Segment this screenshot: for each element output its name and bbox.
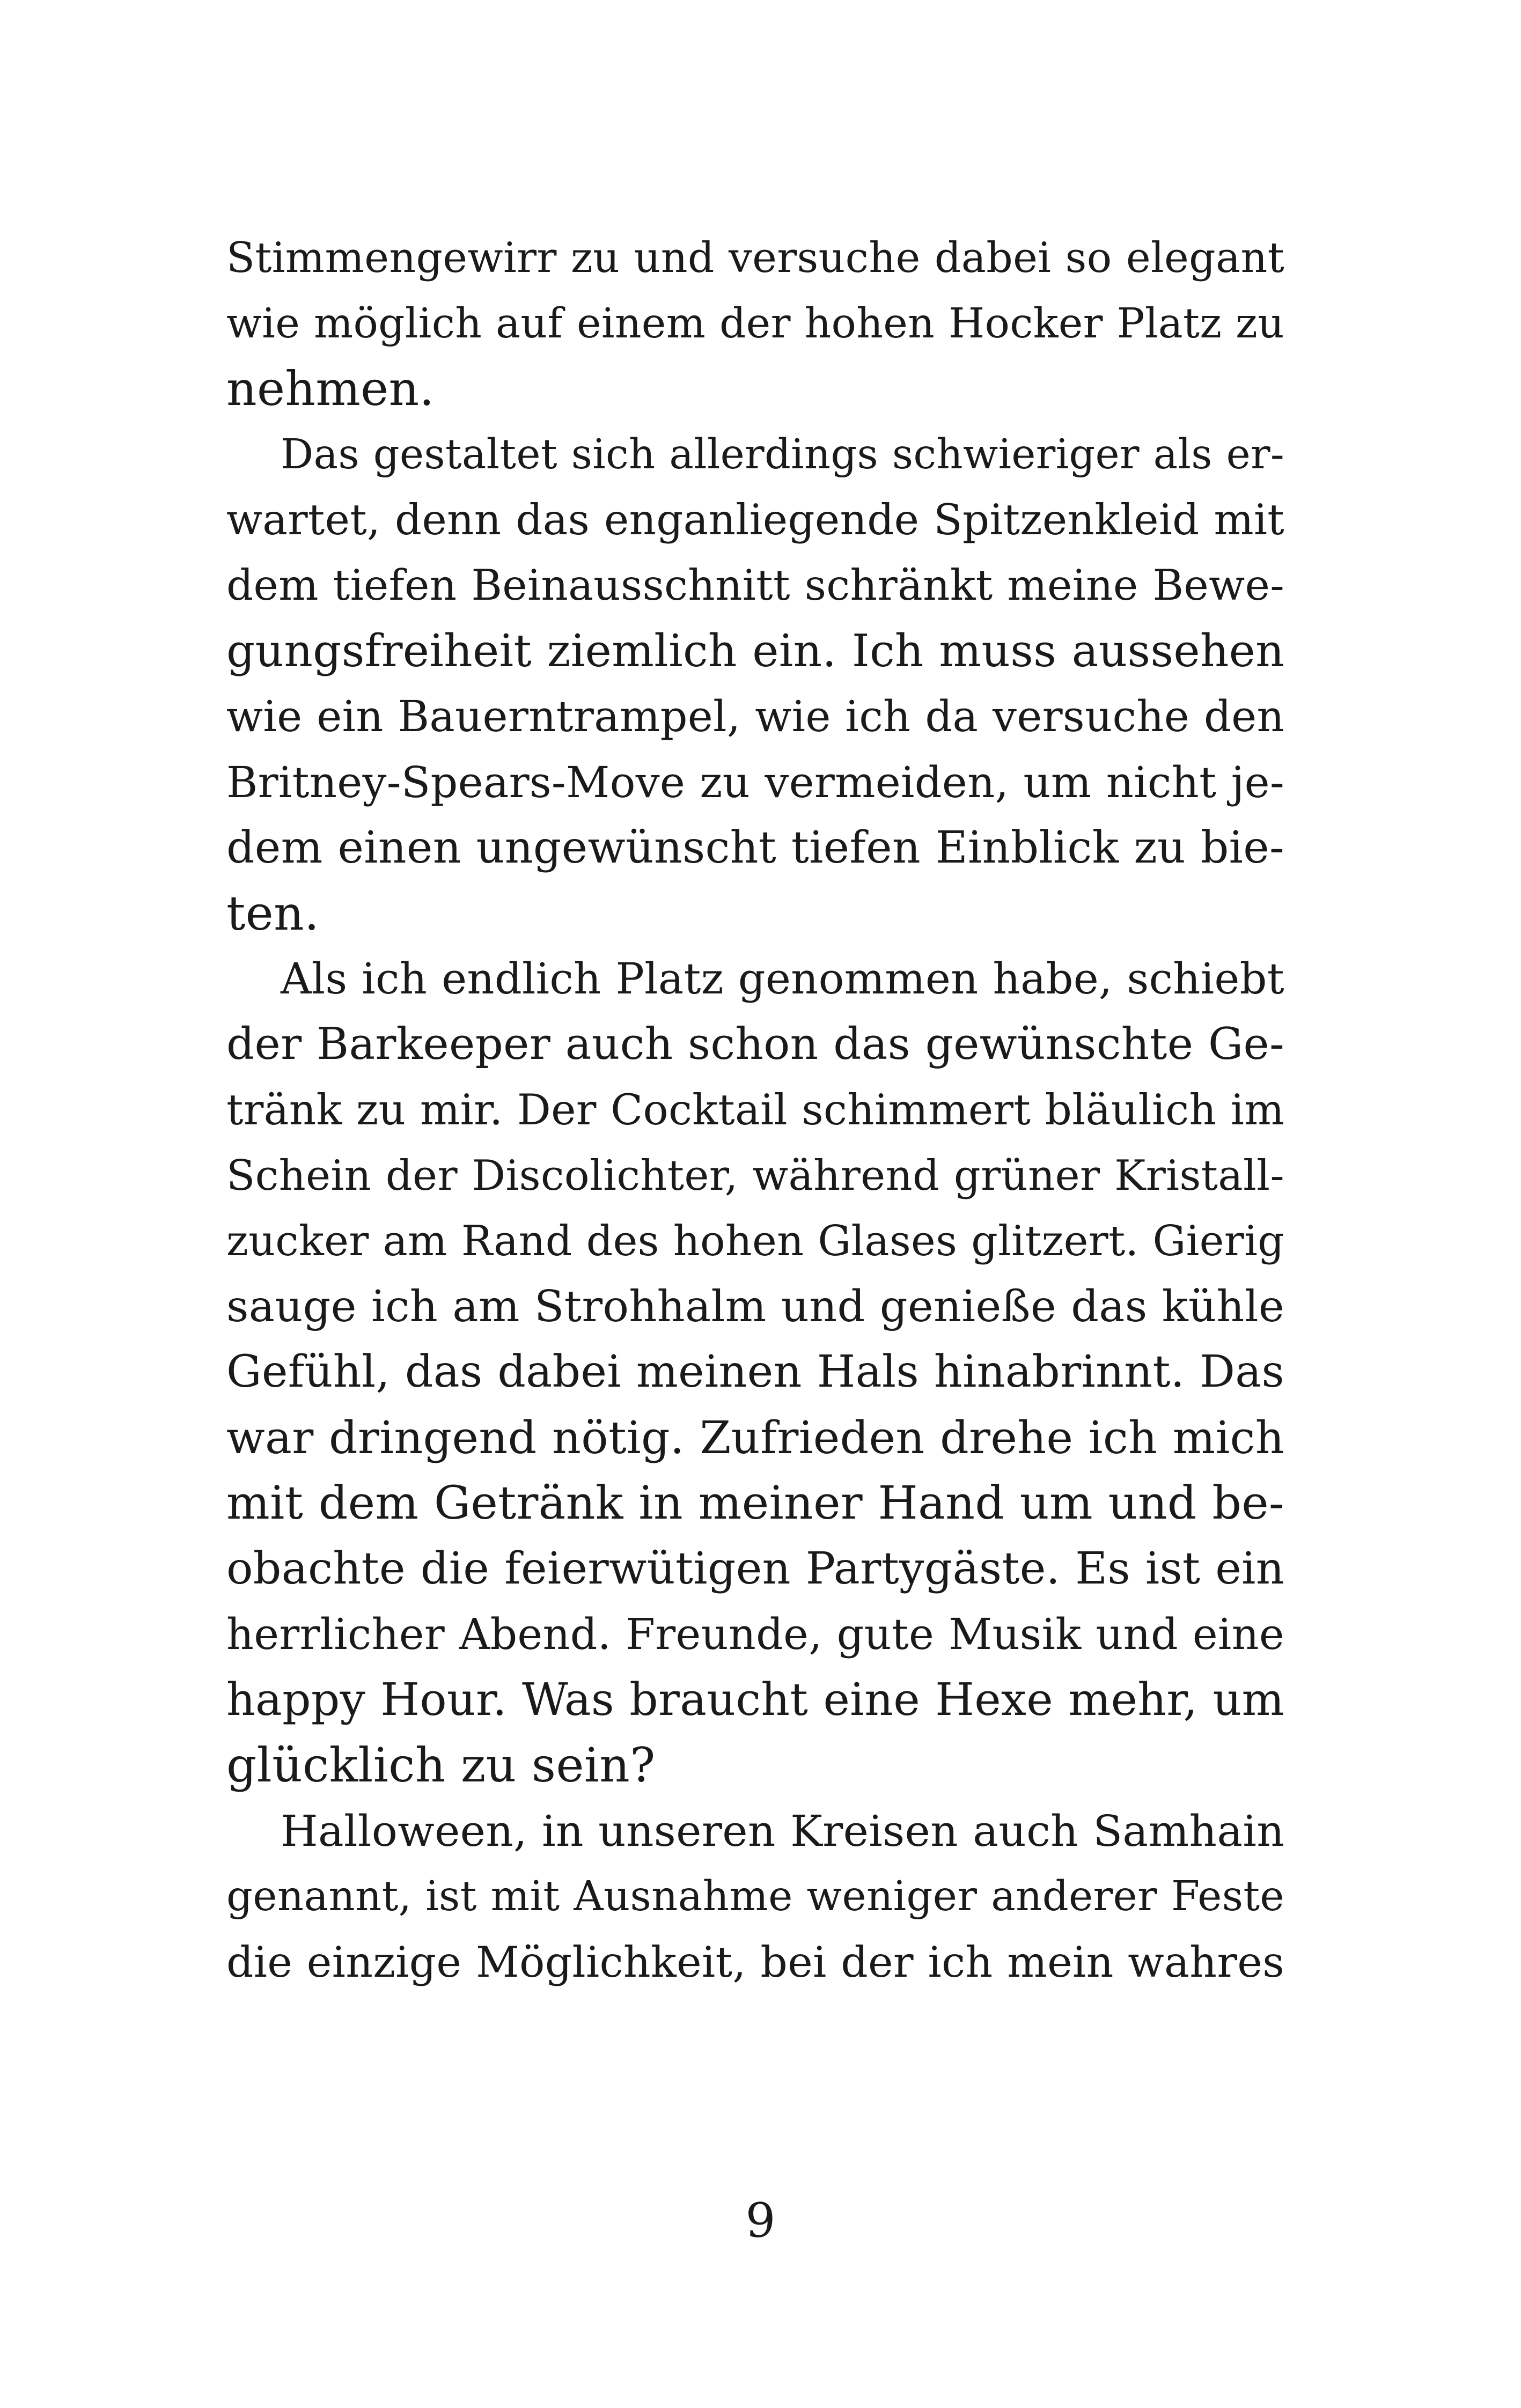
text-line: Britney-Spears-Move zu vermeiden, um nicht je- bbox=[226, 757, 1284, 807]
text-line: herrlicher Abend. Freunde, gute Musik und eine bbox=[226, 1609, 1284, 1659]
text-line: gungsfreiheit ziemlich ein. Ich muss aussehen bbox=[226, 625, 1284, 678]
text-line: happy Hour. Was braucht eine Hexe mehr, um bbox=[226, 1674, 1284, 1726]
text-line: dem einen ungewünscht tiefen Einblick zu bie- bbox=[226, 822, 1284, 873]
text-line: Schein der Discolichter, während grüner Kristall- bbox=[226, 1151, 1284, 1200]
page-number: 9 bbox=[745, 2193, 776, 2248]
text-line: dem tiefen Beinausschnitt schränkt meine Bewe- bbox=[226, 561, 1284, 610]
text-line: Als ich endlich Platz genommen habe, schiebt bbox=[281, 954, 1284, 1004]
text-line: Gefühl, das dabei meinen Hals hinabrinnt. Das bbox=[226, 1346, 1284, 1398]
paragraph bbox=[226, 946, 1284, 1798]
text-line: Das gestaltet sich allerdings schwieriger als er- bbox=[281, 430, 1284, 478]
text-line: tränk zu mir. Der Cocktail schimmert bläulich im bbox=[226, 1085, 1284, 1135]
text-line: obachte die feierwütigen Partygäste. Es ist ein bbox=[226, 1543, 1284, 1594]
text-line: Stimmengewirr zu und versuche dabei so elegant bbox=[226, 234, 1284, 282]
text-line: der Barkeeper auch schon das gewünschte Ge- bbox=[226, 1019, 1284, 1070]
text-line: nehmen. bbox=[226, 361, 435, 417]
paragraph bbox=[226, 422, 1284, 947]
text-line: wartet, denn das enganliegende Spitzenkleid mit bbox=[226, 495, 1284, 544]
text-line: ten. bbox=[226, 885, 320, 941]
text-line: genannt, ist mit Ausnahme weniger anderer Feste bbox=[226, 1872, 1284, 1920]
paragraph bbox=[226, 225, 1284, 422]
text-line: mit dem Getränk in meiner Hand um und be- bbox=[226, 1476, 1284, 1530]
body-text bbox=[226, 225, 1284, 1995]
text-line: wie möglich auf einem der hohen Hocker Platz zu bbox=[226, 299, 1284, 348]
text-line: sauge ich am Strohhalm und genieße das kühle bbox=[226, 1282, 1284, 1332]
text-line: wie ein Bauerntrampel, wie ich da versuche den bbox=[226, 691, 1284, 742]
text-line: war dringend nötig. Zufrieden drehe ich mich bbox=[226, 1411, 1284, 1464]
paragraph bbox=[226, 1799, 1284, 1995]
text-line: Halloween, in unseren Kreisen auch Samhain bbox=[281, 1806, 1284, 1856]
text-line: glücklich zu sein? bbox=[226, 1737, 656, 1793]
text-line: die einzige Möglichkeit, bei der ich mein wahres bbox=[226, 1937, 1284, 1987]
text-line: zucker am Rand des hohen Glases glitzert. Gierig bbox=[226, 1217, 1284, 1265]
